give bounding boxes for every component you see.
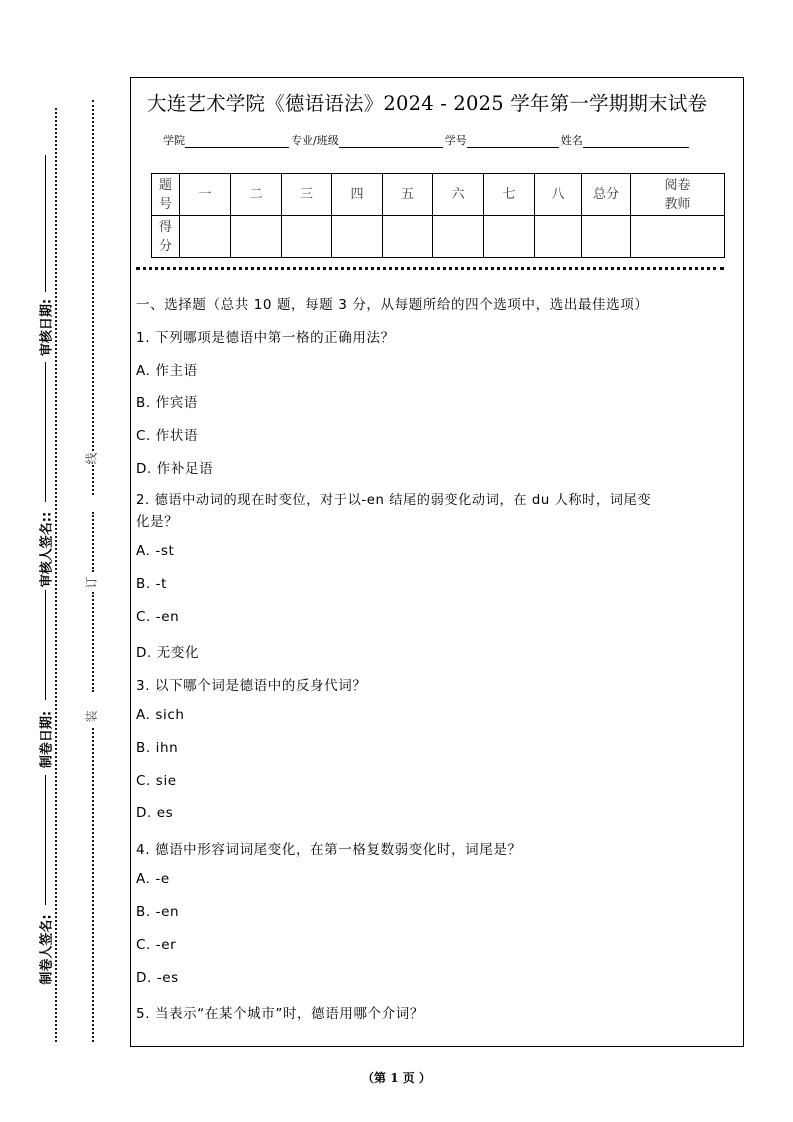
score-cell[interactable] xyxy=(484,216,535,258)
score-cell[interactable] xyxy=(282,216,332,258)
student-info-row xyxy=(163,132,691,148)
paper-maker-signature-label: 制卷人签名: xyxy=(39,914,55,985)
field-label-major-class: 专业/班级 xyxy=(291,134,339,147)
dotted-separator xyxy=(136,267,724,270)
col-header-total: 总分 xyxy=(582,174,631,216)
q1-option-b: B. 作宾语 xyxy=(136,395,198,411)
inner-dotted-line xyxy=(55,108,57,1042)
col-header-grader: 阅卷 教师 xyxy=(631,174,725,216)
q3-option-c: C. sie xyxy=(136,773,177,789)
cut-mark-line: 线 xyxy=(84,452,99,465)
col-header: 四 xyxy=(332,174,383,216)
col-header: 二 xyxy=(231,174,282,216)
q3-option-a: A. sich xyxy=(136,707,185,723)
review-date-line xyxy=(45,155,46,292)
col-header: 八 xyxy=(535,174,582,216)
question-4: 4. 德语中形容词词尾变化，在第一格复数弱变化时，词尾是？ xyxy=(136,842,522,858)
question-2-cont: 化是？ xyxy=(136,514,179,530)
col-header: 一 xyxy=(180,174,231,216)
score-cell[interactable] xyxy=(535,216,582,258)
outer-dotted-line xyxy=(92,100,94,495)
q1-option-d: D. 作补足语 xyxy=(136,461,214,477)
row-label-question-no: 题 号 xyxy=(152,174,180,216)
q4-option-d: D. -es xyxy=(136,970,179,986)
reviewer-sign-line xyxy=(45,590,46,700)
question-3: 3. 以下哪个词是德语中的反身代词？ xyxy=(136,678,367,694)
page-number: （第 1 页 ） xyxy=(362,1071,431,1085)
row-label-score: 得 分 xyxy=(152,216,180,258)
q2-option-c: C. -en xyxy=(136,609,180,625)
col-header: 三 xyxy=(282,174,332,216)
q4-option-b: B. -en xyxy=(136,904,180,920)
review-date-line xyxy=(45,362,46,502)
col-header: 六 xyxy=(433,174,484,216)
q1-option-c: C. 作状语 xyxy=(136,428,199,444)
outer-dotted-line xyxy=(92,592,94,692)
reviewer-signature-label: 审核人签名:: xyxy=(39,511,55,588)
outer-dotted-line xyxy=(92,512,94,572)
score-cell[interactable] xyxy=(180,216,231,258)
field-label-student-id: 学号 xyxy=(444,134,467,147)
q4-option-a: A. -e xyxy=(136,871,170,887)
review-date-label: 审核日期: xyxy=(39,298,55,357)
question-2: 2. 德语中动词的现在时变位，对于以-en 结尾的弱变化动词，在 du 人称时，词尾变 xyxy=(136,493,652,508)
college-input[interactable] xyxy=(185,135,289,148)
q1-option-a: A. 作主语 xyxy=(136,363,198,379)
total-score-cell[interactable] xyxy=(582,216,631,258)
exam-title: 大连艺术学院《德语语法》2024 - 2025 学年第一学期期末试卷 xyxy=(147,92,708,115)
score-cell[interactable] xyxy=(332,216,383,258)
q4-option-c: C. -er xyxy=(136,937,177,953)
section-heading: 一、选择题（总共 10 题，每题 3 分，从每题所给的四个选项中，选出最佳选项） xyxy=(136,297,649,313)
question-5: 5. 当表示“在某个城市”时，德语用哪个介词？ xyxy=(136,1006,424,1022)
name-input[interactable] xyxy=(583,135,689,148)
q2-option-a: A. -st xyxy=(136,543,175,559)
field-label-college: 学院 xyxy=(163,134,185,147)
outer-dotted-line xyxy=(92,728,94,1042)
paper-date-label: 制卷日期: xyxy=(39,710,55,769)
q2-option-b: B. -t xyxy=(136,576,168,592)
score-table-header-row xyxy=(152,174,725,216)
major-class-input[interactable] xyxy=(339,135,443,148)
field-label-name: 姓名 xyxy=(560,134,583,147)
score-cell[interactable] xyxy=(231,216,282,258)
col-header: 七 xyxy=(484,174,535,216)
q2-option-d: D. 无变化 xyxy=(136,645,200,661)
score-cell[interactable] xyxy=(383,216,433,258)
student-id-input[interactable] xyxy=(467,135,559,148)
cut-mark-assemble: 装 xyxy=(84,710,99,723)
score-table xyxy=(151,173,725,258)
col-header: 五 xyxy=(383,174,433,216)
question-1: 1. 下列哪项是德语中第一格的正确用法？ xyxy=(136,330,395,346)
grader-cell[interactable] xyxy=(631,216,725,258)
q3-option-d: D. es xyxy=(136,805,174,821)
score-table-score-row xyxy=(152,216,725,258)
score-cell[interactable] xyxy=(433,216,484,258)
q3-option-b: B. ihn xyxy=(136,740,179,756)
maker-date-line xyxy=(45,775,46,905)
cut-mark-bind: 订 xyxy=(84,576,99,589)
